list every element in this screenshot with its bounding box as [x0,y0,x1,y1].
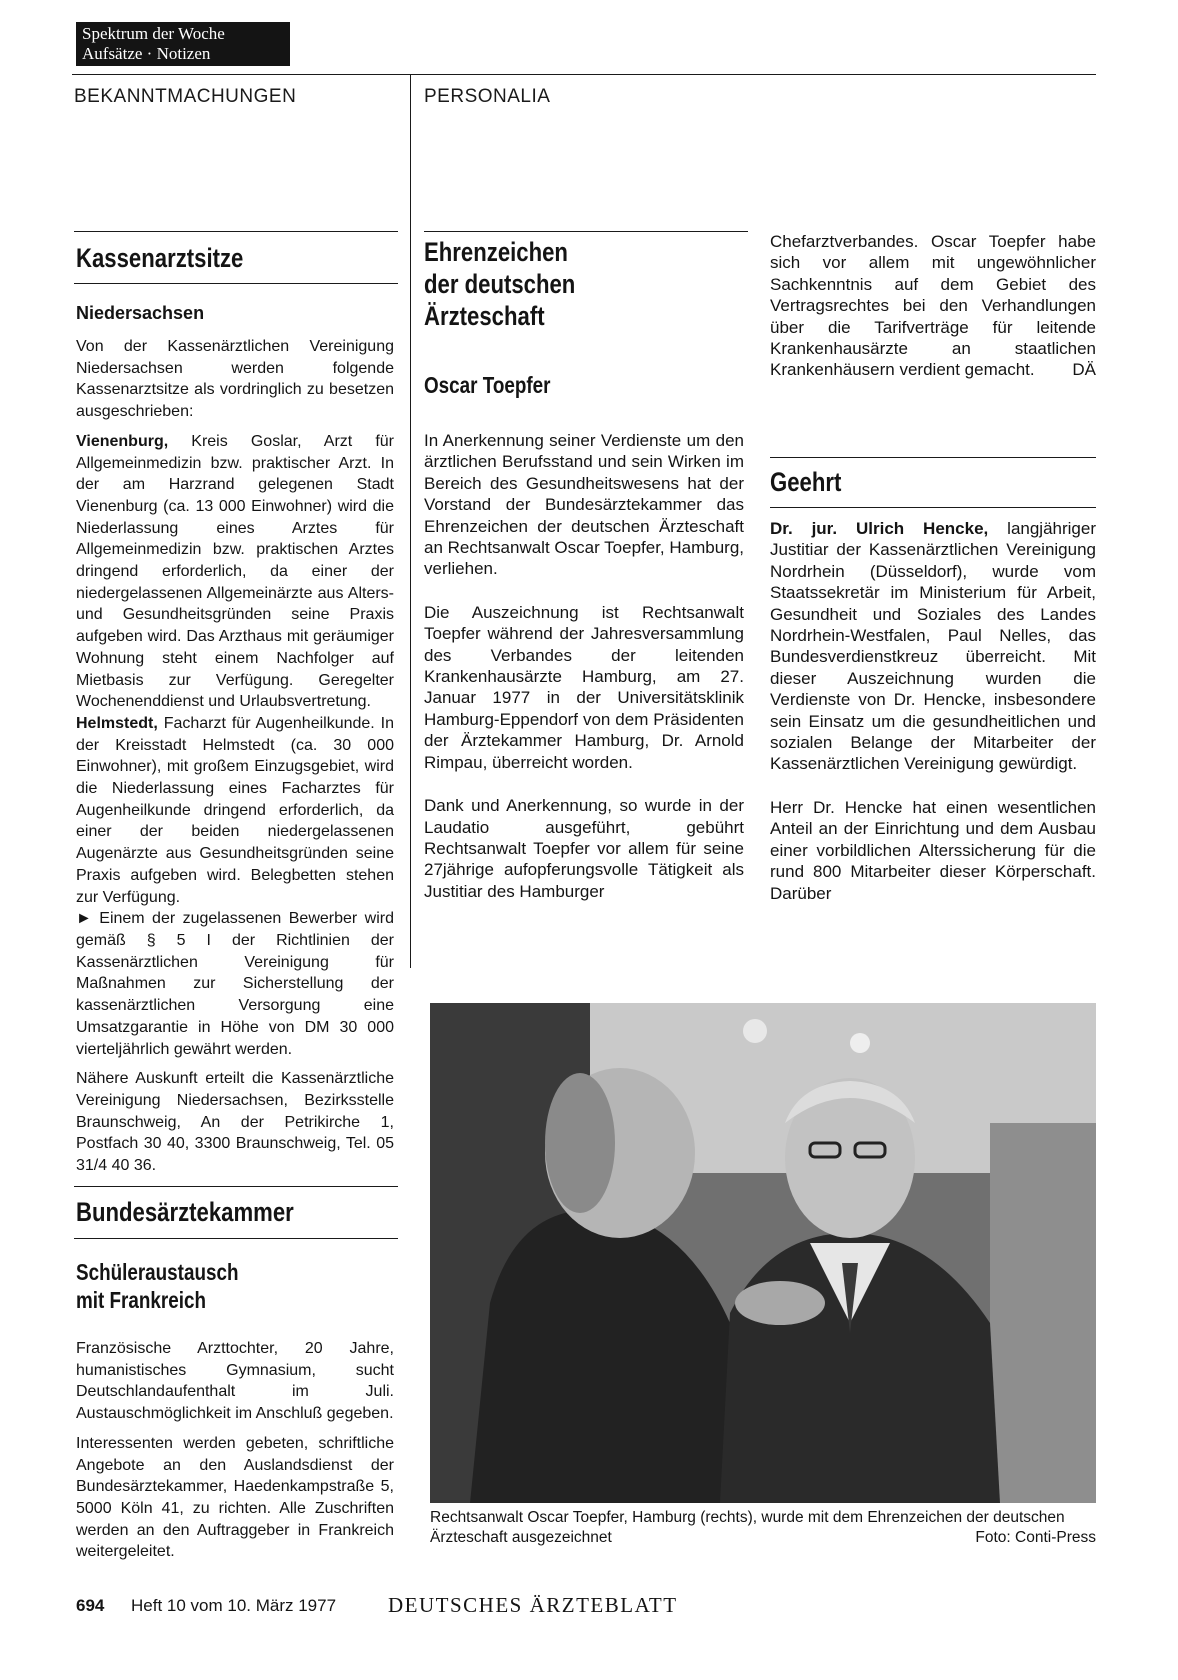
ehren-title-line-2: der deutschen [424,269,576,299]
caption-text: Rechtsanwalt Oscar Toepfer, Hamburg (rechts), wurde mit dem Ehrenzeichen der deutschen Ärzteschaft ausgezeichnet [430,1509,1065,1546]
section-label-personalia: PERSONALIA [424,86,551,107]
rule-baek-bottom [74,1238,398,1239]
vienenburg-lead: Vienenburg, [76,432,169,450]
kassen-auskunft: Nähere Auskunft erteilt die Kassenärztliche Vereinigung Niedersachsen, Bezirksstelle Braunschweig, An der Petrikirche 1, Postfach 30 40, 3300 Braunschweig, Tel. 05 31/4 40 36. [76,1070,394,1175]
photo-credit: Foto: Conti-Press [975,1529,1096,1546]
kassen-garantie [76,908,394,1060]
heading-kassenarztsitze: Kassenarztsitze [76,243,244,273]
ehren-title-line-1: Ehrenzeichen [424,237,568,267]
baek-paragraph-1: Französische Arzttochter, 20 Jahre, humanistisches Gymnasium, sucht Deutschlandaufenthalt im Juli. Austauschmöglichkeit im Anschluß gegeben. [76,1340,394,1423]
masthead: DEUTSCHES ÄRZTEBLATT [388,1593,678,1617]
header-rule [72,74,1096,75]
subheading-oscar-toepfer: Oscar Toepfer [424,372,551,398]
geehrt-text: langjähriger Justitiar der Kassenärztlichen Vereinigung Nordrhein (Düsseldorf), wurde vom Staatssekretär im Ministerium für Arbeit, Gesundheit und Soziales des Landes Nordrhein-Westfalen, Paul Nelles, das Bundesverdienstkreuz überreicht. Mit dieser Auszeichnung wurden die Verdienste von Dr. Hencke, insbesondere sein Einsatz um die gesundheitlichen und sozialen Belange der Mitarbeiter der Kassenärztlichen Vereinigung gewürdigt. [770,519,1096,774]
heading-ehrenzeichen [424,236,575,332]
rule-kassen-top [74,231,398,232]
arrow-icon: ► [76,910,92,928]
garantie-text: Einem der zugelassenen Bewerber wird gemäß § 5 I der Richtlinien der Kassenärztlichen Vereinigung für Maßnahmen zur Sicherstellung der kassenärztlichen Versorgung eine Umsatzgarantie in Höhe von DM 30 000 vierteljährlich gewährt werden. [76,910,394,1058]
helmstedt-text: Facharzt für Augenheilkunde. In der Kreisstadt Helmstedt (ca. 30 000 Einwohner), mit großem Einzugsgebiet, wird die Niederlassung eines Facharztes für Augenheilkunde dringend erforderlich, da einer der beiden niedergelassenen Augenärzte aus Gesundheitsgründen seine Praxis aufgeben wird. Belegbetten stehen zur Verfügung. [76,714,394,906]
vienenburg-text: Kreis Goslar, Arzt für Allgemeinmedizin bzw. praktischer Arzt. In der am Harzrand gelegenen Stadt Vienenburg (ca. 13 000 Einwohner) wird die Niederlassung eines Arztes für Allgemeinmedizin bzw. praktischen Arztes dringend erforderlich, da einer der niedergelassenen Allgemeinärzte aus Alters- und Gesundheitsgründen seine Praxis aufgeben wird. Das Arzthaus mit geräumiger Wohnung steht einem Nachfolger auf Mietbasis zur Verfügung. Geregelter Wochenenddienst und Urlaubsvertretung. [76,432,394,711]
ehren-signature: DÄ [1072,360,1096,380]
rule-kassen-bottom [74,283,398,284]
column-divider [410,74,411,968]
helmstedt-lead: Helmstedt, [76,714,158,732]
article-schueleraustausch [76,1338,394,1571]
badge-line-1: Spektrum der Woche [82,24,225,43]
rule-baek-top [74,1186,398,1187]
baek-paragraph-2: Interessenten werden gebeten, schriftliche Angebote an den Auslandsdienst der Bundesärztekammer, Haedenkampstraße 5, 5000 Köln 41, zu richten. Alle Zuschriften werden an den Auftraggeber in Frankreich weitergeleitet. [76,1434,394,1561]
rule-geehrt-top [770,457,1096,458]
badge-line-2: Aufsätze · Notizen [82,44,211,63]
award-photo [430,1003,1096,1503]
award-photo-image [430,1003,1096,1503]
kassen-vienenburg [76,431,394,713]
heading-bundesaerztekammer: Bundesärztekammer [76,1197,294,1227]
section-badge [76,22,290,66]
page-number: 694 [76,1596,105,1615]
issue-info: Heft 10 vom 10. März 1977 [131,1596,337,1615]
ehren-paragraph-3: Dank und Anerkennung, so wurde in der Laudatio ausgeführt, gebührt Rechtsanwalt Toepfer vor allem für seine 27jährige aufopferungsvolle Tätigkeit als Justitiar des Hamburger [424,796,744,901]
rule-ehren-top [424,231,748,232]
geehrt-lead: Dr. jur. Ulrich Hencke, [770,519,989,538]
section-label-bekanntmachungen: BEKANNTMACHUNGEN [74,86,297,107]
ehren-paragraph-1: In Anerkennung seiner Verdienste um den ärztlichen Berufsstand und sein Wirken im Bereich des Gesundheitswesens hat der Vorstand der Bundesärztekammer das Ehrenzeichen der deutschen Ärzteschaft an Rechtsanwalt Oscar Toepfer, Hamburg, verliehen. [424,431,745,579]
heading-geehrt: Geehrt [770,467,842,497]
ehren-continuation [770,231,1096,381]
geehrt-paragraph-1 [770,518,1096,775]
geehrt-paragraph-2: Herr Dr. Hencke hat einen wesentlichen Anteil an der Einrichtung und dem Ausbau einer vorbildlichen Alterssicherung für die rund 800 Mitarbeiter dieser Körperschaft. Darüber [770,797,1096,903]
ehren-continuation-body: Chefarztverbandes. Oscar Toepfer habe sich vor allem mit ungewöhnlicher Sachkenntnis auf dem Gebiet des Vertragsrechtes bei den Verhandlungen über die Tarifverträge für leitende Krankenhausärzte an staatlichen Krankenhäusern verdient gemacht. [770,232,1096,380]
schueleraustausch-line-1: Schüleraustausch [76,1259,239,1285]
subheading-niedersachsen: Niedersachsen [76,303,205,323]
kassen-helmstedt [76,713,394,908]
article-ehrenzeichen [424,430,744,924]
subheading-schueleraustausch [76,1258,238,1314]
ehren-paragraph-2: Die Auszeichnung ist Rechtsanwalt Toepfer während der Jahresversammlung des Verbandes der leitenden Krankenhausärzte Hamburg, am 27. Januar 1977 in der Universitätsklinik Hamburg-Eppendorf von dem Präsidenten der Ärztekammer Hamburg, Dr. Arnold Rimpau, überreicht worden. [424,602,744,772]
article-kassenarztsitze [76,336,394,1185]
schueleraustausch-line-2: mit Frankreich [76,1287,206,1313]
rule-geehrt-bottom [770,507,1096,508]
article-geehrt [770,518,1096,926]
ehren-continuation-text [770,231,1096,381]
ehren-title-line-3: Ärzteschaft [424,301,545,331]
kassen-intro: Von der Kassenärztlichen Vereinigung Niedersachsen werden folgende Kassenarztsitze als vordringlich zu besetzen ausgeschrieben: [76,338,394,421]
